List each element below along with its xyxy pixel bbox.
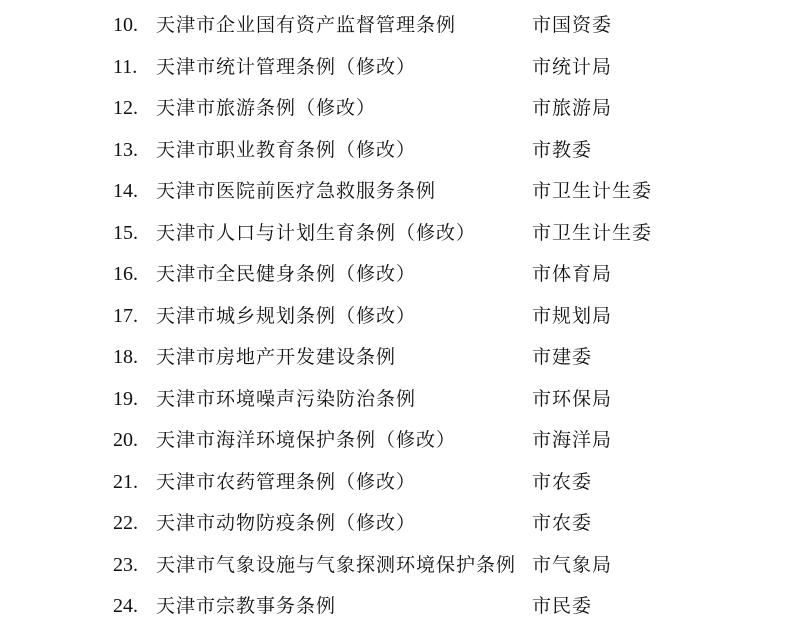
list-item — [0, 503, 794, 544]
item-title: 天津市企业国有资产监督管理条例 — [156, 14, 457, 36]
list-item — [0, 462, 794, 503]
item-department: 市农委 — [532, 471, 593, 493]
item-number: 10. — [113, 14, 138, 36]
item-title: 天津市城乡规划条例（修改） — [156, 305, 417, 327]
item-title: 天津市职业教育条例（修改） — [156, 139, 417, 161]
item-title: 天津市人口与计划生育条例（修改） — [156, 222, 477, 244]
item-title: 天津市气象设施与气象探测环境保护条例 — [156, 554, 517, 576]
item-title: 天津市统计管理条例（修改） — [156, 56, 417, 78]
item-title: 天津市旅游条例（修改） — [156, 97, 377, 119]
list-item — [0, 130, 794, 171]
item-department: 市民委 — [532, 595, 593, 617]
item-department: 市统计局 — [532, 56, 613, 78]
item-number: 19. — [113, 388, 138, 410]
list-item — [0, 47, 794, 88]
list-item — [0, 254, 794, 295]
item-number: 20. — [113, 429, 138, 451]
list-item — [0, 171, 794, 212]
list-item — [0, 379, 794, 420]
item-department: 市海洋局 — [532, 429, 613, 451]
item-title: 天津市房地产开发建设条例 — [156, 346, 397, 368]
item-department: 市规划局 — [532, 305, 613, 327]
item-department: 市教委 — [532, 139, 593, 161]
list-item — [0, 586, 794, 627]
item-department: 市卫生计生委 — [532, 180, 653, 202]
item-department: 市卫生计生委 — [532, 222, 653, 244]
item-number: 22. — [113, 512, 138, 534]
item-title: 天津市全民健身条例（修改） — [156, 263, 417, 285]
item-department: 市气象局 — [532, 554, 613, 576]
item-title: 天津市医院前医疗急救服务条例 — [156, 180, 437, 202]
item-title: 天津市农药管理条例（修改） — [156, 471, 417, 493]
item-number: 17. — [113, 305, 138, 327]
item-number: 24. — [113, 595, 138, 617]
item-department: 市建委 — [532, 346, 593, 368]
item-title: 天津市海洋环境保护条例（修改） — [156, 429, 457, 451]
item-number: 13. — [113, 139, 138, 161]
list-item — [0, 296, 794, 337]
item-department: 市国资委 — [532, 14, 613, 36]
item-title: 天津市宗教事务条例 — [156, 595, 337, 617]
item-department: 市旅游局 — [532, 97, 613, 119]
item-number: 23. — [113, 554, 138, 576]
list-item — [0, 88, 794, 129]
item-number: 16. — [113, 263, 138, 285]
item-number: 15. — [113, 222, 138, 244]
item-number: 18. — [113, 346, 138, 368]
item-number: 11. — [113, 56, 138, 78]
list-item — [0, 337, 794, 378]
item-title: 天津市动物防疫条例（修改） — [156, 512, 417, 534]
item-department: 市农委 — [532, 512, 593, 534]
item-department: 市体育局 — [532, 263, 613, 285]
item-number: 12. — [113, 97, 138, 119]
item-title: 天津市环境噪声污染防治条例 — [156, 388, 417, 410]
item-department: 市环保局 — [532, 388, 613, 410]
list-item — [0, 213, 794, 254]
list-item — [0, 5, 794, 46]
list-item — [0, 545, 794, 586]
item-number: 14. — [113, 180, 138, 202]
item-number: 21. — [113, 471, 138, 493]
list-item — [0, 420, 794, 461]
